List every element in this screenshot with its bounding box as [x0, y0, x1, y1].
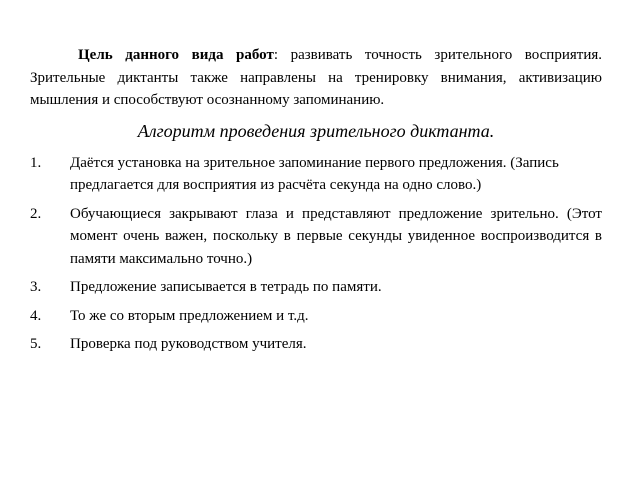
list-item-number: 5.: [30, 336, 42, 352]
list-item: [30, 305, 602, 328]
algorithm-steps-list: [30, 152, 602, 356]
list-item-number: 2.: [30, 205, 42, 222]
list-item-number: 1.: [30, 154, 42, 171]
list-item: [30, 152, 602, 197]
list-item-number: 3.: [30, 279, 42, 295]
algorithm-heading: Алгоритм проведения зрительного диктанта.: [137, 120, 495, 141]
list-item-text: Обучающиеся закрывают глаза и представляют предложение зрительно. (Этот момент очень важен, поскольку в первые секунды увиденное воспроизводится в памяти максимально точно.): [70, 205, 602, 267]
list-item: [30, 276, 602, 299]
list-item: [30, 333, 602, 356]
list-item: [30, 203, 602, 271]
intro-bold-lead: Цель данного вида работ: [78, 47, 274, 63]
list-item-text: Проверка под руководством учителя.: [70, 336, 307, 352]
intro-paragraph: [30, 44, 602, 112]
list-item-text: Предложение записывается в тетрадь по памяти.: [70, 279, 382, 295]
list-item-text: Даётся установка на зрительное запоминание первого предложения. (Запись предлагается для восприятия из расчёта секунда на одно слово.): [70, 154, 559, 193]
list-item-number: 4.: [30, 307, 42, 324]
slide-content: [30, 44, 602, 362]
intro-text: : развивать точность зрительного восприятия. Зрительные диктанты также направлены на тренировку внимания, активизацию мышления и способствуют осознанному запоминанию.: [30, 47, 602, 108]
list-item-text: То же со вторым предложением и т.д.: [70, 307, 309, 324]
